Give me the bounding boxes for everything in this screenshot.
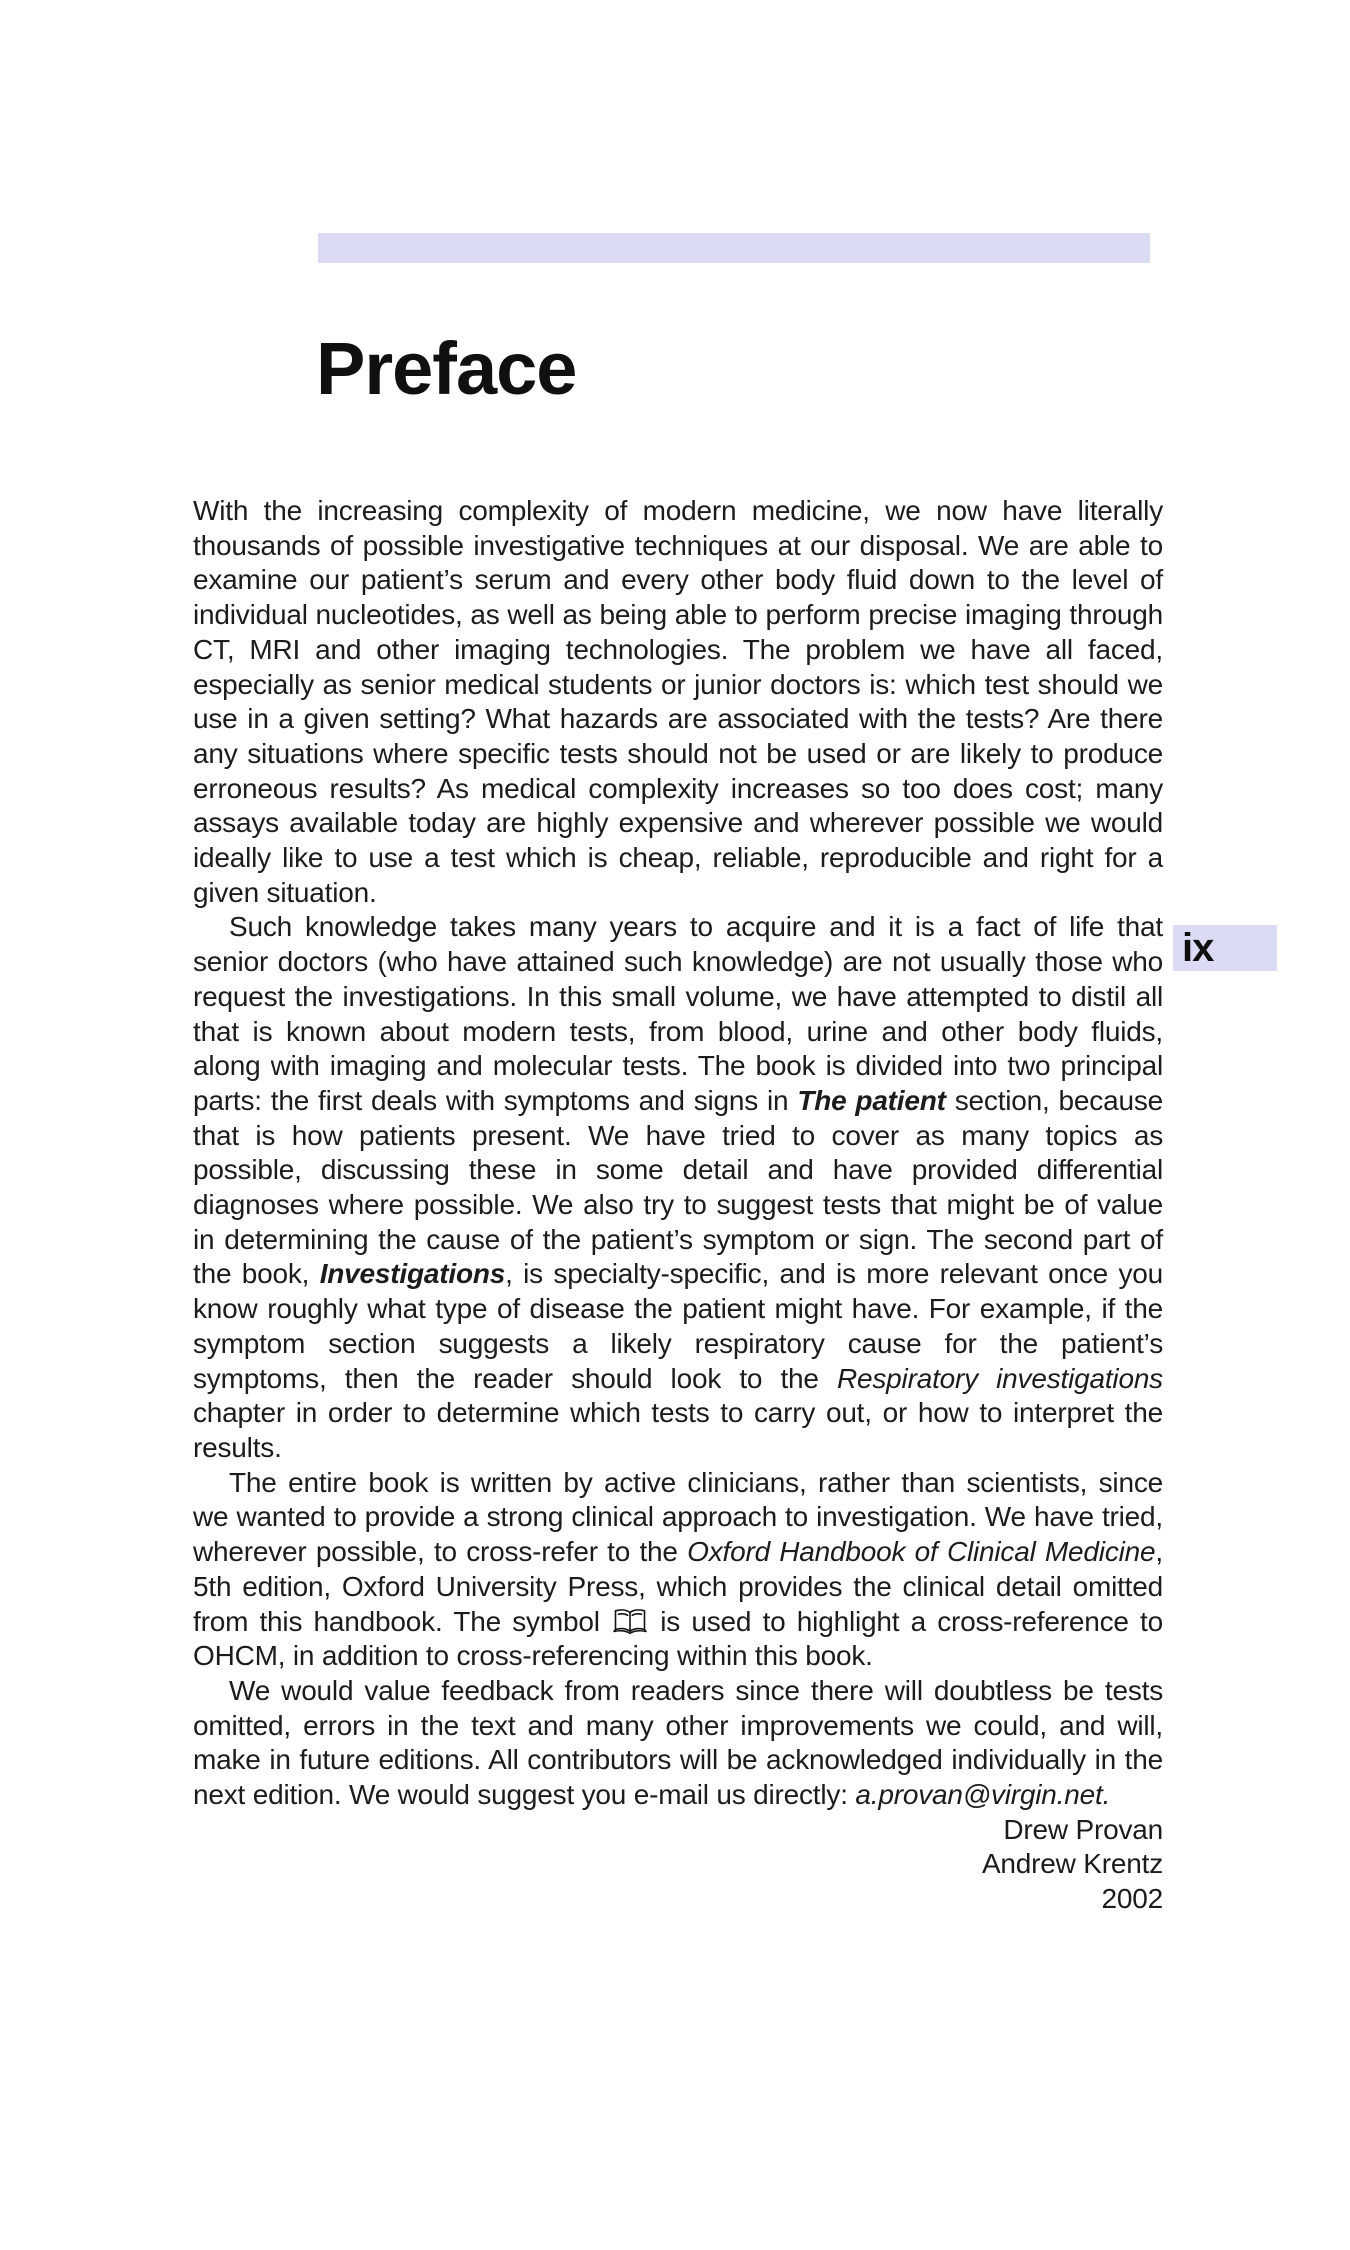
text-run: is used to highlight a cross-reference to OHCM, in addition to cross-referencing within this book. [193,1605,1163,1672]
page-title: Preface [316,326,577,410]
preface-paragraphs [193,494,1163,1813]
text-run: We would value feedback from readers since there will doubtless be tests omitted, errors in the text and many other improvements we could, and will, make in future editions. All contributors will be acknowledged individually in the next edition. We would suggest you e-mail us directly: [193,1674,1163,1811]
signature-line: Andrew Krentz [981,1848,1163,1880]
text-run: Respiratory investigations [836,1362,1163,1394]
preface-paragraph [193,494,1163,910]
text-run: a.provan@virgin.net. [855,1779,1111,1811]
text-run: chapter in order to determine which tests to carry out, or how to interpret the results. [193,1397,1163,1463]
text-run: The patient [797,1084,946,1116]
preface-paragraph [193,1674,1163,1813]
preface-body [193,494,1163,1917]
text-run: The entire book is written by active clinicians, rather than scientists, since we wanted to provide a strong clinical approach to investigation. We have tried, wherever possible, to cross-refer to the [193,1466,1163,1568]
text-run: , 5th edition, Oxford University Press, which provides the clinical detail omitted from this handbook. The symbol [193,1536,1163,1637]
text-run: Oxford Handbook of Clinical Medicine [687,1536,1156,1568]
text-run: , is specialty-specific, and is more relevant once you know roughly what type of disease the patient might have. For example, if the symptom section suggests a likely respiratory cause for the patient’s symptoms, then the reader should look to the [193,1258,1164,1394]
signature-line: Drew Provan [1003,1813,1163,1845]
signature-line: 2002 [1101,1883,1163,1915]
text-run: Investigations [319,1258,506,1290]
page-number-tab [1173,925,1277,971]
text-run: Such knowledge takes many years to acquire and it is a fact of life that senior doctors (who have attained such knowledge) are not usually those who request the investigations. In this small volume, we have attempted to distil all that is known about modern tests, from blood, urine and other body fluids, along with imaging and molecular tests. The book is divided into two principal parts: the first deals with symptoms and signs in [193,911,1163,1116]
signature-block [193,1813,1163,1917]
preface-paragraph [193,910,1163,1465]
text-run: With the increasing complexity of modern medicine, we now have literally thousands of possible investigative techniques at our disposal. We are able to examine our patient’s serum and every other body fluid down to the level of individual nucleotides, as well as being able to perform precise imaging through CT, MRI and other imaging technologies. The problem we have all faced, especially as senior medical students or junior doctors is: which test should we use in a given setting? What hazards are associated with the tests? Are there any situations where specific tests should not be used or are likely to produce erroneous results? As medical complexity increases so too does cost; many assays available today are highly expensive and wherever possible we would ideally like to use a test which is cheap, reliable, reproducible and right for a given situation. [193,495,1163,908]
text-run: section, because that is how patients present. We have tried to cover as many topics as possible, discussing these in some detail and have provided differential diagnoses where possible. We also try to suggest tests that might be of value in determining the cause of the patient’s symptom or sign. The second part of the book, [193,1084,1163,1290]
page-number-label: ix [1182,926,1214,970]
title-accent-bar [318,233,1150,263]
preface-paragraph [193,1466,1163,1674]
open-book-icon [613,1608,647,1635]
